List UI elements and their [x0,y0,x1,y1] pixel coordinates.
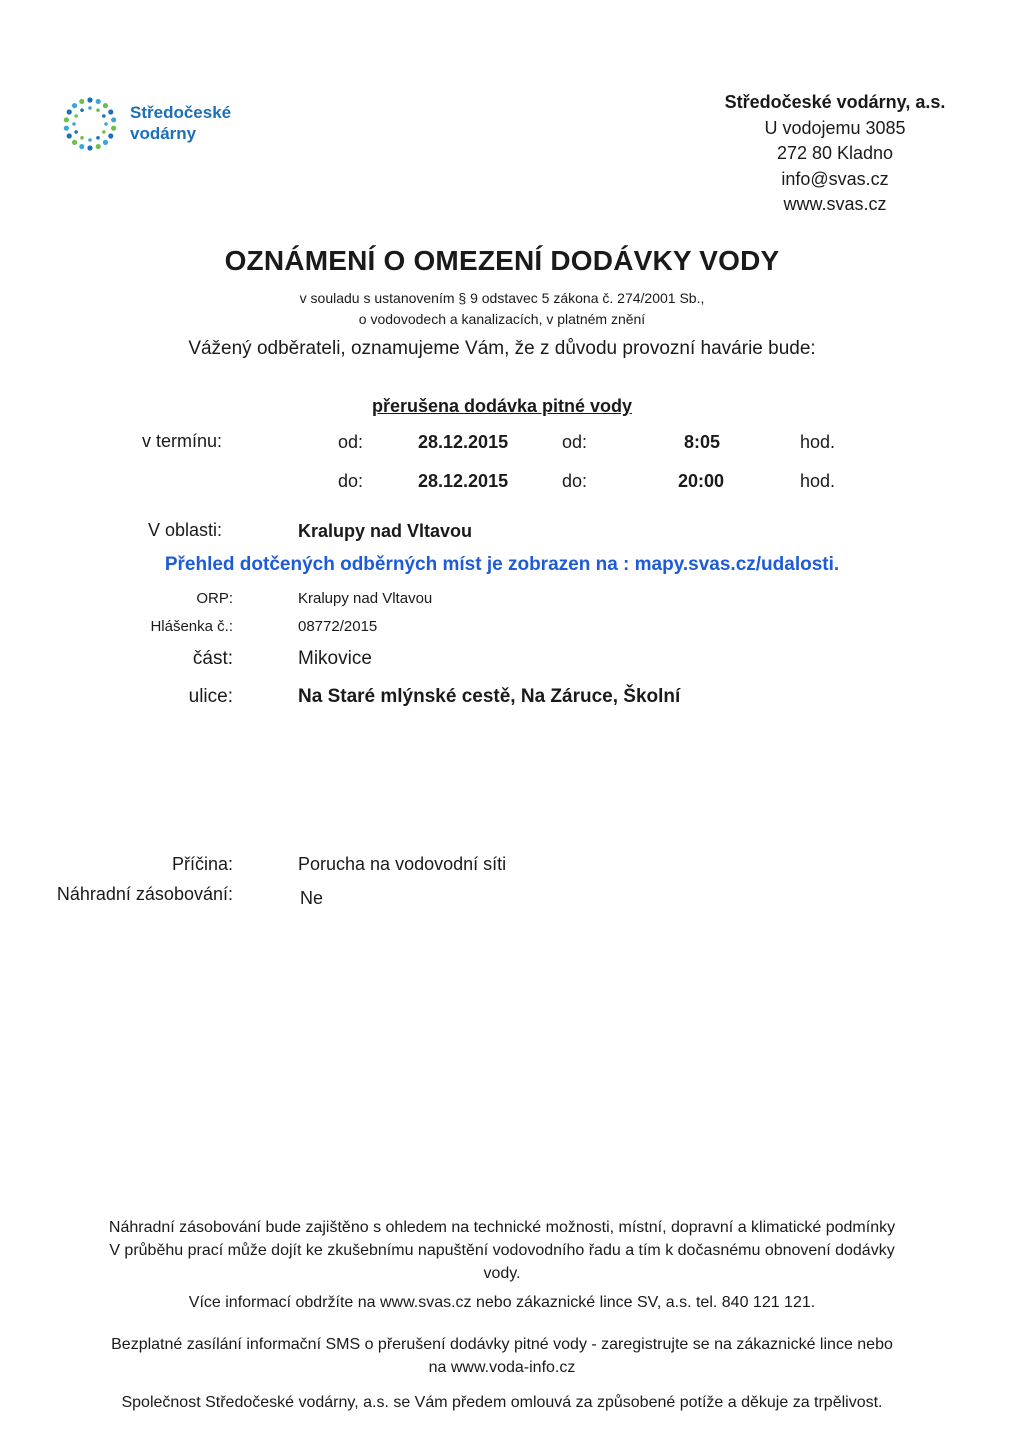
map-notice: Přehled dotčených odběrných míst je zobrazen na : mapy.svas.cz/udalosti. [164,554,840,575]
logo-dot [79,99,84,104]
term-to-date: 28.12.2015 [418,471,509,491]
footer-p3-line2: na www.voda-info.cz [428,1359,576,1376]
logo-dot [108,109,113,114]
logo-dot [103,103,108,108]
legal-line-2: o vodovodech a kanalizacích, v platném znění [358,311,646,327]
term-to-time-label: do: [562,471,588,491]
company-address [690,90,980,218]
logo-dot [80,136,84,140]
logo-dot [74,130,78,134]
greeting: Vážený odběrateli, oznamujeme Vám, že z důvodu provozní havárie bude: [188,338,816,359]
backup-value: Ne [300,888,324,908]
streets-value: Na Staré mlýnské cestě, Na Záruce, Školní [298,686,681,707]
term-from-label: od: [338,432,364,452]
area-label: V oblasti: [148,520,223,540]
company-web: www.svas.cz [783,194,887,214]
orp-value: Kralupy nad Vltavou [298,590,433,607]
logo-dot [72,103,77,108]
company-name: Středočeské vodárny, a.s. [724,92,946,112]
term-to-time: 20:00 [678,471,725,491]
logo-text [130,102,231,144]
logo-dot [96,136,100,140]
logo-dot [79,144,84,149]
logo-line1: Středočeské [130,103,232,122]
footer-p1-line3: vody. [483,1265,521,1282]
logo-dot [72,122,76,126]
logo-dot [96,108,100,112]
footer-p3-line1: Bezplatné zasílání informační SMS o přerušení dodávky pitné vody - zaregistrujte se na zákaznické lince nebo [111,1336,893,1353]
footer-p4: Společnost Středočeské vodárny, a.s. se Vám předem omlouvá za způsobené potíže a děkuje za trpělivost. [121,1394,883,1411]
logo-dot [67,109,72,114]
logo-dot [64,117,69,122]
company-city: 272 80 Kladno [776,143,894,163]
logo-dot [102,130,106,134]
part-label: část: [192,648,233,669]
logo-dot [64,126,69,131]
term-from-unit: hod. [800,432,836,452]
term-label: v termínu: [142,431,223,451]
page-title: OZNÁMENÍ O OMEZENÍ DODÁVKY VODY [224,245,780,276]
backup-label: Náhradní zásobování: [56,884,233,904]
footer-p1-line1: Náhradní zásobování bude zajištěno s ohledem na technické možnosti, místní, dopravní a klimatické podmínky [108,1219,896,1236]
term-from-time-label: od: [562,432,588,452]
logo-dot [67,133,72,138]
term-to-unit: hod. [800,471,836,491]
report-label: Hlášenka č.: [150,618,233,635]
footer-paragraph-2 [20,1291,984,1314]
footer-paragraph-1 [20,1216,984,1285]
logo-dot [96,99,101,104]
area-value: Kralupy nad Vltavou [298,521,473,541]
logo-dot [111,117,116,122]
company-logo [60,94,260,156]
logo-dot [88,138,92,142]
logo-dot [102,114,106,118]
logo-dot [72,140,77,145]
logo-dot [88,106,92,110]
logo-dots-icon [60,94,124,156]
term-to-label: do: [338,471,364,491]
logo-dot [108,133,113,138]
footer-p2: Více informací obdržíte na www.svas.cz nebo zákaznické lince SV, a.s. tel. 840 121 121. [188,1294,816,1311]
company-street: U vodojemu 3085 [764,117,906,138]
logo-dot [87,97,92,102]
logo-dot [111,126,116,131]
logo-dot [96,144,101,149]
footer-p1-line2: V průběhu prací může dojít ke zkušebnímu napuštění vodovodního řadu a tím k dočasnému obnovení dodávky [109,1242,895,1259]
logo-dot [80,108,84,112]
interruption-type: přerušena dodávka pitné vody [371,396,633,416]
part-value: Mikovice [298,648,372,669]
report-value: 08772/2015 [298,618,378,635]
streets-label: ulice: [188,686,233,707]
company-email: info@svas.cz [781,168,889,189]
logo-dot [74,114,78,118]
legal-line-1: v souladu s ustanovením § 9 odstavec 5 zákona č. 274/2001 Sb., [299,290,705,306]
orp-label: ORP: [196,590,233,607]
term-from-date: 28.12.2015 [418,432,509,452]
cause-label: Příčina: [171,854,233,874]
footer-paragraph-3 [20,1333,984,1379]
logo-line2: vodárny [130,124,197,143]
cause-value: Porucha na vodovodní síti [298,854,507,874]
logo-dot [103,140,108,145]
logo-dot [104,122,108,126]
footer-paragraph-4 [20,1391,984,1414]
logo-dot [87,145,92,150]
term-from-time: 8:05 [684,432,721,452]
